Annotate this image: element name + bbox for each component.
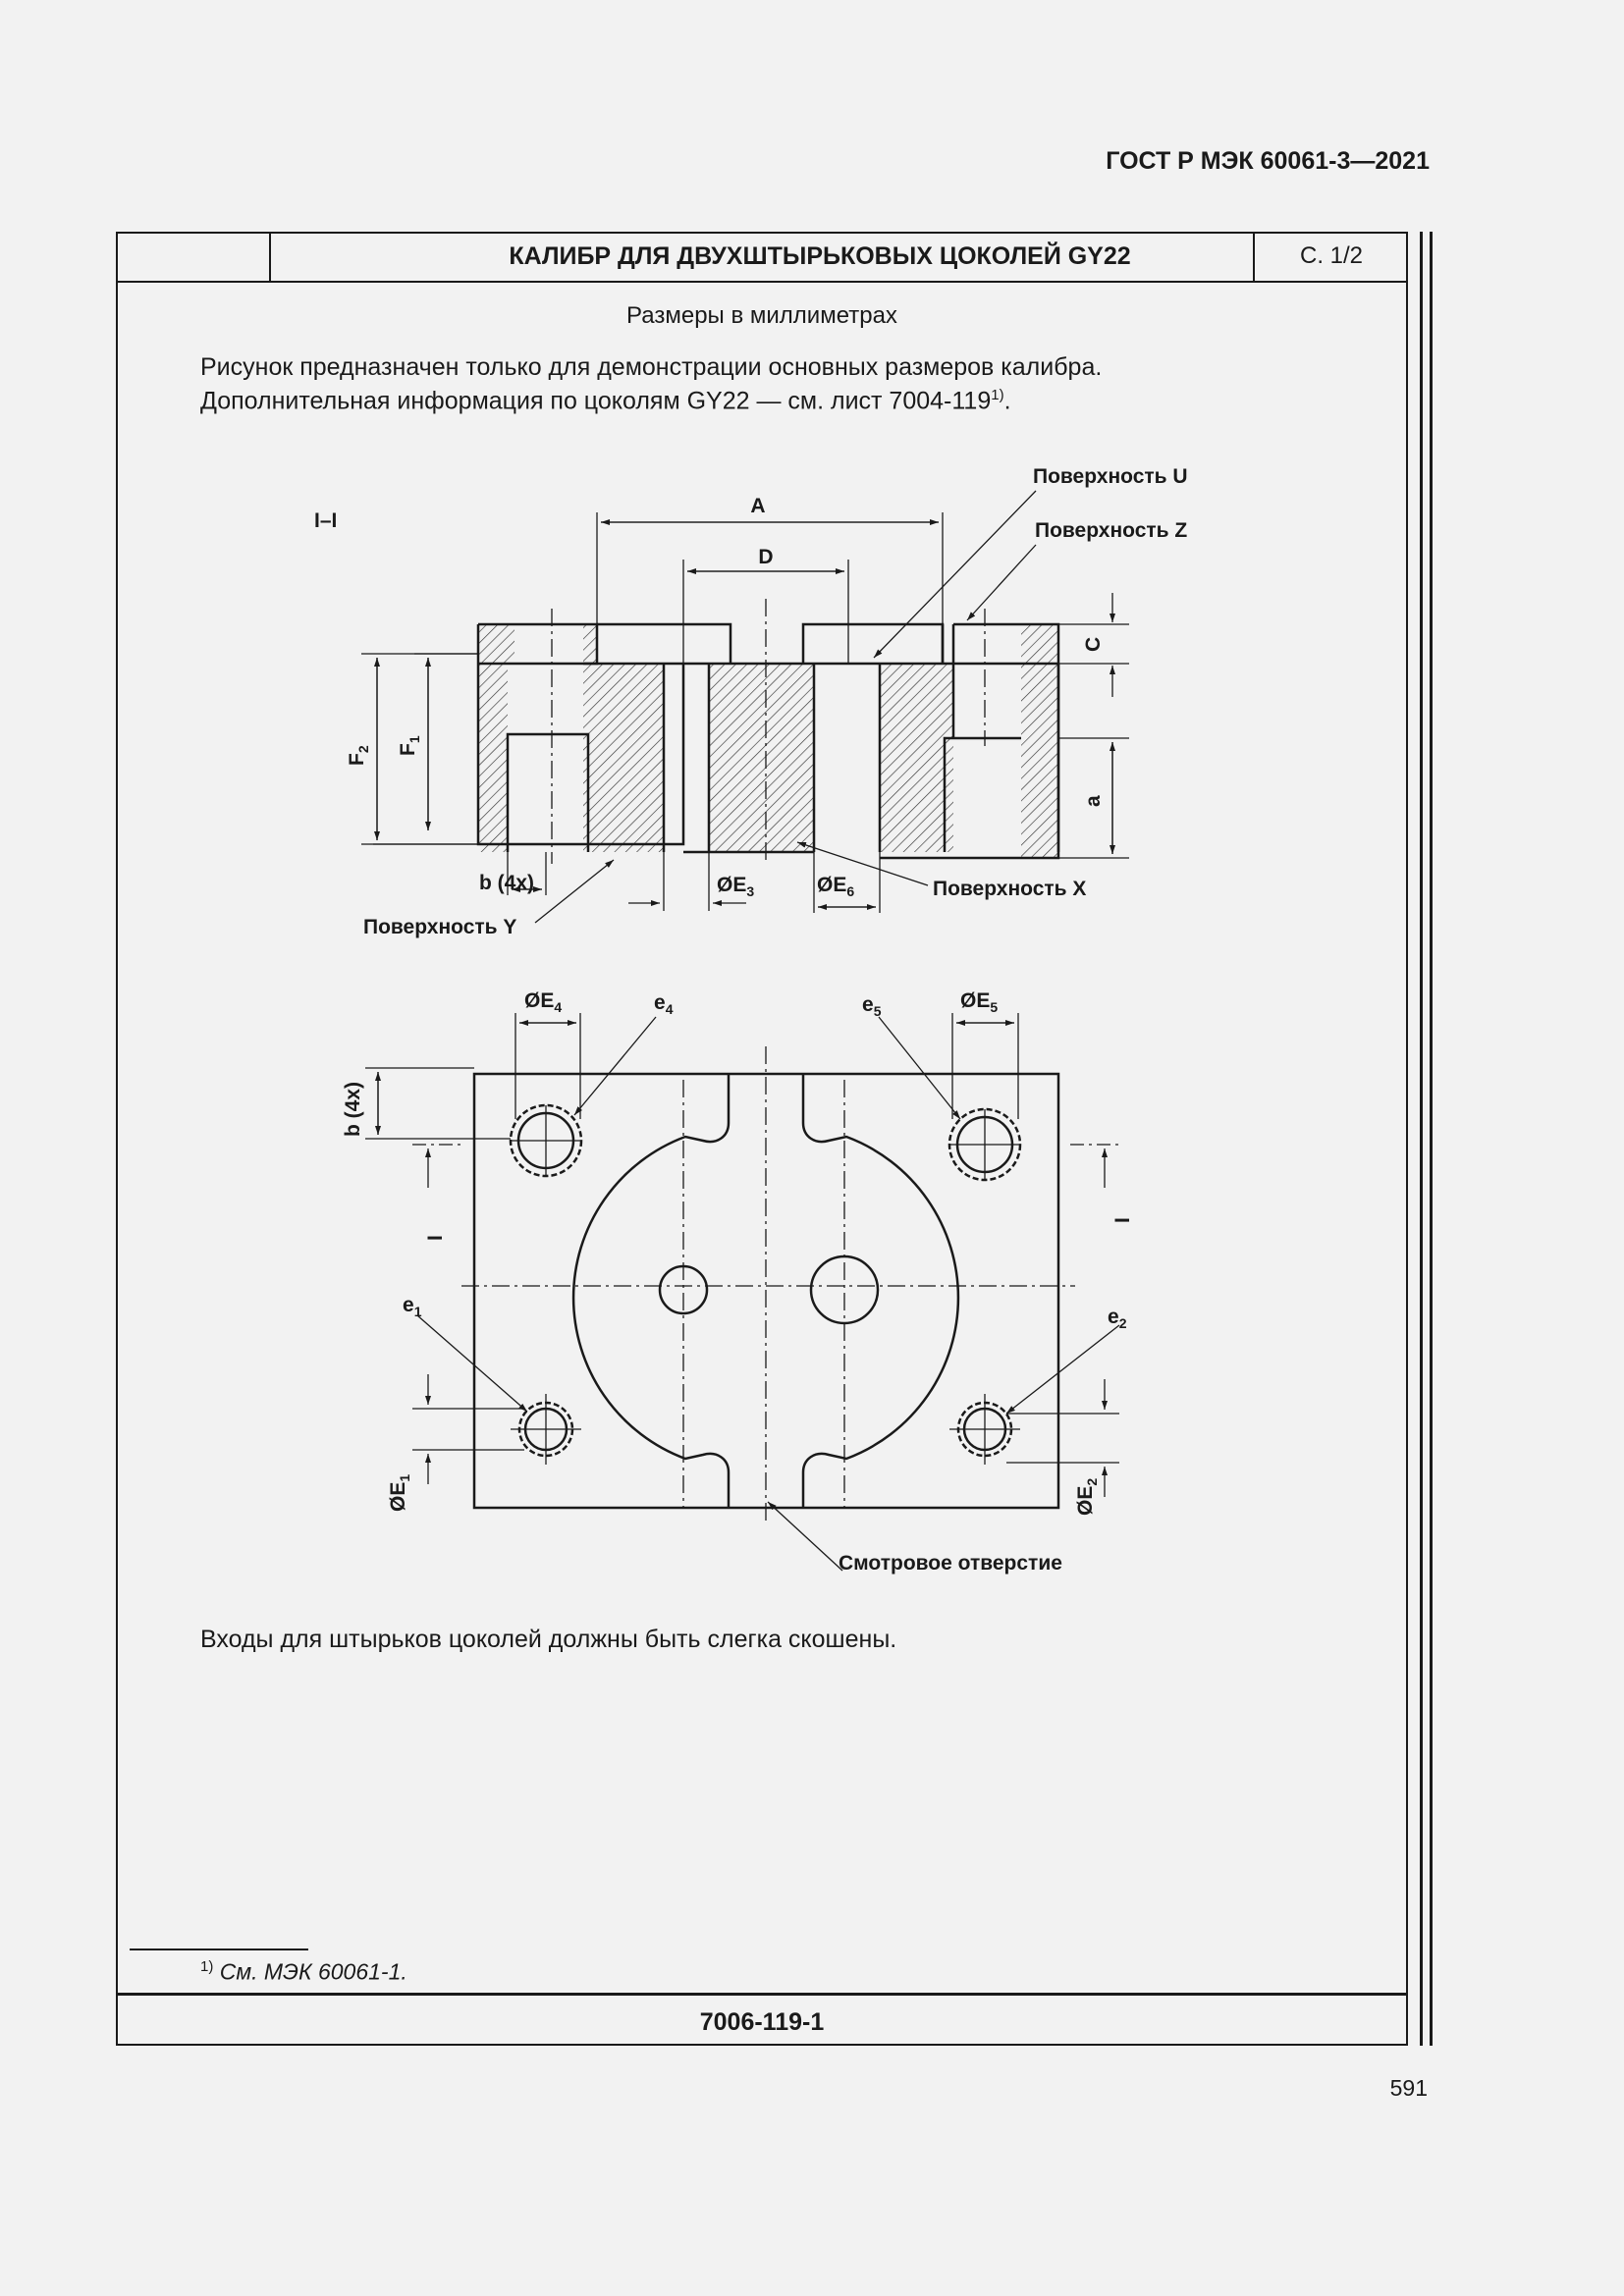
dim-a-lower: a: [1082, 795, 1105, 807]
label-surface-z: Поверхность Z: [1035, 519, 1188, 542]
footnote-text: См. МЭК 60061-1.: [219, 1958, 407, 1985]
note-text: Входы для штырьков цоколей должны быть слегка скошены.: [200, 1626, 897, 1653]
dim-e3: $ØE_3$: [717, 874, 755, 899]
section-view: [361, 491, 1129, 923]
label-surface-u: Поверхность U: [1033, 465, 1188, 488]
page-number: 591: [1389, 2075, 1428, 2101]
description-line-1: Рисунок предназначен только для демонстрации основных размеров калибра.: [200, 353, 1103, 381]
dim-e1: $ØE_1$: [387, 1473, 412, 1512]
standard-code: ГОСТ Р МЭК 60061-3—2021: [1106, 147, 1430, 175]
sheet-title: КАЛИБР ДЛЯ ДВУХШТЫРЬКОВЫХ ЦОКОЛЕЙ GY22: [509, 242, 1131, 270]
label-sight-hole: Смотровое отверстие: [839, 1552, 1062, 1575]
units-note: Размеры в миллиметрах: [626, 302, 897, 329]
dim-f2: $F_2$: [346, 745, 371, 766]
dim-b4x-plan: b (4x): [342, 1081, 364, 1137]
dim-e1-small: $e_1$: [403, 1294, 422, 1319]
sheet-page-indicator: С. 1/2: [1253, 232, 1408, 281]
label-surface-x: Поверхность X: [933, 878, 1087, 900]
footnote: [200, 1958, 407, 1986]
dim-e5-small: $e_5$: [862, 993, 882, 1019]
footer-divider: [116, 1993, 1408, 1996]
dim-e2: $ØE_2$: [1074, 1477, 1100, 1516]
description-line-2-end: .: [1003, 387, 1011, 415]
description-line-2-text: Дополнительная информация по цоколям GY22 — см. лист 7004-119: [200, 387, 992, 415]
dim-d: D: [758, 546, 774, 568]
dim-c: C: [1082, 636, 1105, 652]
dim-a-upper: A: [750, 495, 766, 517]
label-surface-y: Поверхность Y: [363, 916, 517, 938]
dim-e5: $ØE_5$: [960, 989, 999, 1015]
dim-e2-small: $e_2$: [1108, 1306, 1127, 1331]
sheet-number: 7006-119-1: [699, 2008, 825, 2036]
section-label: I–I: [314, 509, 338, 532]
dim-e4: $ØE_4$: [524, 989, 563, 1015]
footnote-rule: [130, 1949, 308, 1950]
section-mark-right: I: [1111, 1217, 1134, 1223]
dim-f1: $F_1$: [397, 735, 422, 756]
dim-e6: $ØE_6$: [817, 874, 855, 899]
dim-b4x-section: b (4x): [479, 872, 535, 894]
plan-view: [365, 1013, 1119, 1571]
dim-e4-small: $e_4$: [654, 991, 674, 1017]
footnote-ref: 1): [991, 387, 1004, 403]
footnote-marker: 1): [200, 1958, 214, 1975]
section-mark-left: I: [424, 1235, 447, 1241]
